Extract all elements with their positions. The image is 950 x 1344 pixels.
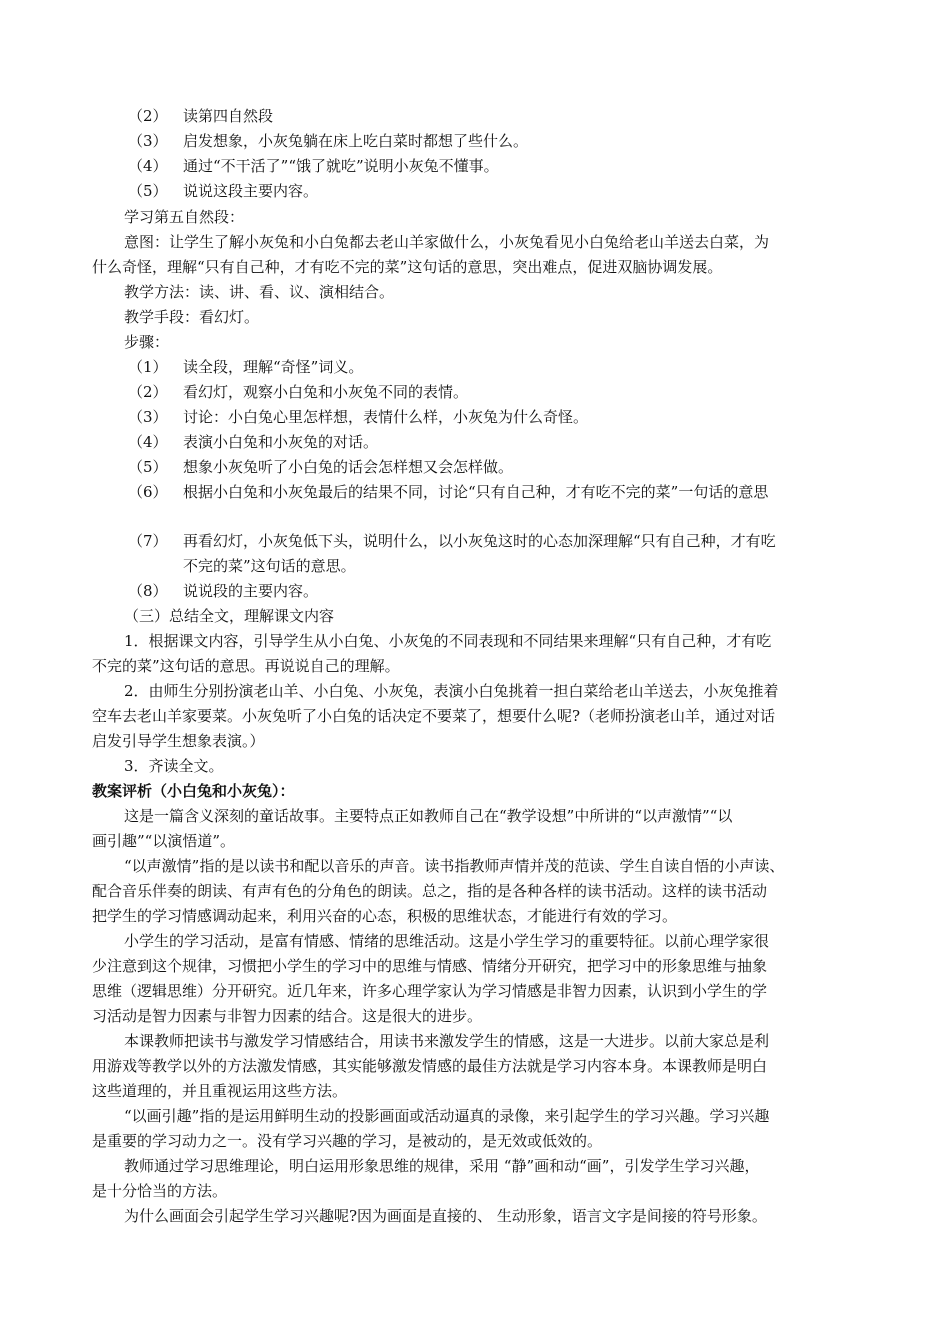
paragraph-line: 1．根据课文内容，引导学生从小白兔、小灰兔的不同表现和不同结果来理解“只有自己种，才有吃 [124,632,772,650]
paragraph-line: 思维（逻辑思维）分开研究。近几年来，许多心理学家认为学习情感是非智力因素，认识到小学生的学 [92,982,768,1000]
list-item-number: （8） [128,582,168,600]
paragraph-line: 3．齐读全文。 [124,757,224,775]
list-item-text: 看幻灯，观察小白兔和小灰兔不同的表情。 [183,383,469,401]
list-item-number: （2） [128,383,168,401]
list-item-number: （3） [128,132,168,150]
list-item-number: （5） [128,182,168,200]
list-item-text: 启发想象，小灰兔躺在床上吃白菜时都想了些什么。 [183,132,529,150]
list-item-text: 不完的菜”这句话的意思。 [183,557,356,575]
list-item-number: （6） [128,483,168,501]
paragraph-line: 习活动是智力因素与非智力因素的结合。这是很大的进步。 [92,1007,483,1025]
paragraph-line: 教学方法：读、讲、看、议、演相结合。 [124,283,395,301]
list-item-number: （3） [128,408,168,426]
paragraph-line: 是十分恰当的方法。 [92,1182,228,1200]
list-item-number: （7） [128,532,168,550]
list-item-text: 说说这段主要内容。 [183,182,319,200]
list-item-text: 再看幻灯，小灰兔低下头，说明什么，以小灰兔这时的心态加深理解“只有自己种，才有吃 [183,532,776,550]
paragraph-line: 画引趣”“以演悟道”。 [92,832,236,850]
list-item-text: 讨论：小白兔心里怎样想，表情什么样，小灰兔为什么奇怪。 [183,408,589,426]
paragraph-line: 小学生的学习活动，是富有情感、情绪的思维活动。这是小学生学习的重要特征。以前心理学家很 [124,932,770,950]
list-item-text: 读第四自然段 [183,107,274,125]
paragraph-line: 教师通过学习思维理论，明白运用形象思维的规律，采用 “静”画和动“画”，引发学生学习兴趣， [124,1157,760,1175]
paragraph-line: 2．由师生分别扮演老山羊、小白兔、小灰兔，表演小白兔挑着一担白菜给老山羊送去，小灰兔推着 [124,682,779,700]
paragraph-line: 教学手段：看幻灯。 [124,308,260,326]
list-item-number: （1） [128,358,168,376]
paragraph-line: 步骤： [124,333,170,351]
paragraph-line: 意图：让学生了解小灰兔和小白兔都去老山羊家做什么，小灰兔看见小白兔给老山羊送去白菜，为 [124,233,770,251]
paragraph-line: 本课教师把读书与激发学习情感结合，用读书来激发学生的情感，这是一大进步。以前大家总是利 [124,1032,770,1050]
list-item-number: （4） [128,433,168,451]
paragraph-line: 启发引导学生想象表演。） [92,732,265,750]
paragraph-line: 什么奇怪，理解“只有自己种，才有吃不完的菜”这句话的意思，突出难点，促进双脑协调发展。 [92,258,723,276]
list-item-text: 根据小白兔和小灰兔最后的结果不同，讨论“只有自己种，才有吃不完的菜”一句话的意思 [183,483,769,501]
paragraph-line: 少注意到这个规律，习惯把小学生的学习中的思维与情感、情绪分开研究，把学习中的形象思维与抽象 [92,957,768,975]
paragraph-line: 这是一篇含义深刻的童话故事。主要特点正如教师自己在“教学设想”中所讲的“以声激情”“以 [124,807,733,825]
section-heading: （三）总结全文，理解课文内容 [124,607,335,625]
list-item-number: （5） [128,458,168,476]
list-item-text: 表演小白兔和小灰兔的对话。 [183,433,379,451]
list-item-text: 读全段，理解“奇怪”词义。 [183,358,364,376]
list-item-number: （4） [128,157,168,175]
paragraph-line: 不完的菜”这句话的意思。再说说自己的理解。 [92,657,400,675]
list-item-number: （2） [128,107,168,125]
paragraph-line: 这些道理的，并且重视运用这些方法。 [92,1082,348,1100]
paragraph-line: “以声激情”指的是以读书和配以音乐的声音。读书指教师声情并茂的范读、学生自读自悟的小声读、 [124,857,785,875]
paragraph-line: 把学生的学习情感调动起来，利用兴奋的心态，积极的思维状态，才能进行有效的学习。 [92,907,678,925]
paragraph-line: 配合音乐伴奏的朗读、有声有色的分角色的朗读。总之，指的是各种各样的读书活动。这样的读书活动 [92,882,768,900]
paragraph-line: 用游戏等教学以外的方法激发情感，其实能够激发情感的最佳方法就是学习内容本身。本课教师是明白 [92,1057,768,1075]
analysis-title: 教案评析（小白兔和小灰兔）： [92,782,295,800]
section-heading: 学习第五自然段： [124,208,245,226]
list-item-text: 说说段的主要内容。 [183,582,319,600]
list-item-text: 通过“不干活了”“饿了就吃”说明小灰兔不懂事。 [183,157,499,175]
paragraph-line: “以画引趣”指的是运用鲜明生动的投影画面或活动逼真的录像，来引起学生的学习兴趣。学习兴趣 [124,1107,770,1125]
paragraph-line: 为什么画面会引起学生学习兴趣呢?因为画面是直接的、 生动形象，语言文字是间接的符号形象。 [124,1207,767,1225]
paragraph-line: 空车去老山羊家要菜。小灰兔听了小白兔的话决定不要菜了，想要什么呢?（老师扮演老山羊，通过对话 [92,707,776,725]
paragraph-line: 是重要的学习动力之一。没有学习兴趣的学习，是被动的，是无效或低效的。 [92,1132,603,1150]
list-item-text: 想象小灰兔听了小白兔的话会怎样想又会怎样做。 [183,458,514,476]
